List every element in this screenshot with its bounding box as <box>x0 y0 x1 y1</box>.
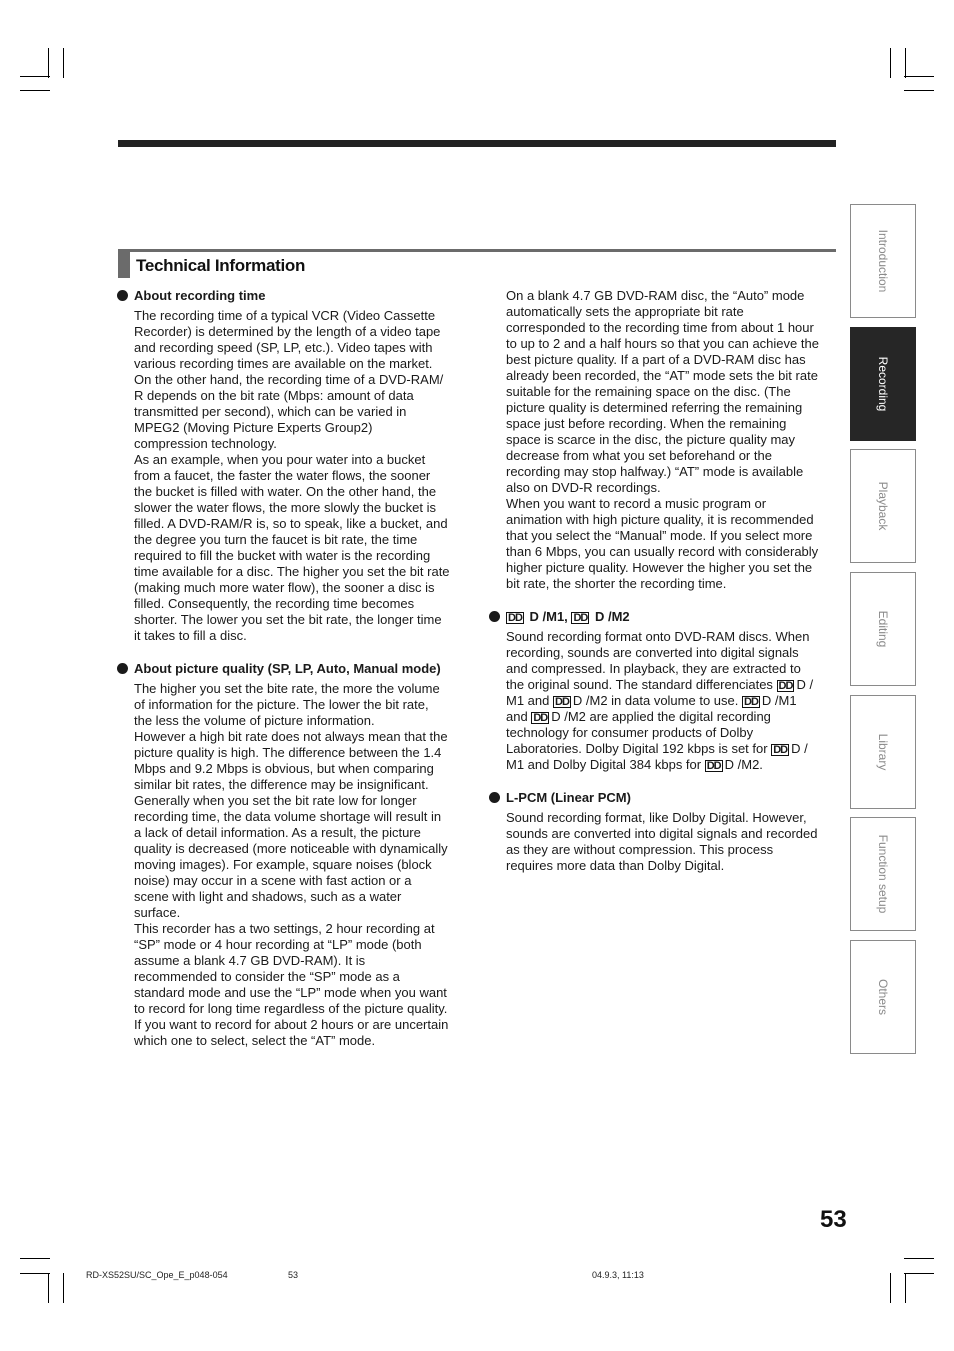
dolby-digital-body <box>506 629 840 773</box>
dolby-logo-icon: DD <box>555 696 569 708</box>
heading-text: About picture quality (SP, LP, Auto, Manual mode) <box>134 661 441 676</box>
text-line: However a high bit rate does not always mean that the <box>134 729 448 744</box>
text-line: compression technology. <box>134 436 277 451</box>
text-line: This recorder has a two settings, 2 hour recording at <box>134 921 435 936</box>
text-line: noise) may occur in a scene with fast action or a <box>134 873 412 888</box>
text-line: surface. <box>134 905 181 920</box>
crop-mark <box>48 48 49 78</box>
text-line: and recording speed (SP, LP, etc.). Video tapes with <box>134 340 433 355</box>
crop-mark <box>904 1258 934 1259</box>
header-bar <box>118 140 836 147</box>
text-line <box>506 693 840 709</box>
dolby-logo-icon: DD <box>508 612 522 624</box>
right-column <box>506 288 840 874</box>
text-line <box>506 741 840 757</box>
heading-text: D /M2 <box>594 609 630 624</box>
text-line: Generally when you set the bit rate low for longer <box>134 793 417 808</box>
text-line: from a faucet, the faster the water flows, the sooner <box>134 468 431 483</box>
section-rule <box>118 249 836 252</box>
text-line <box>506 757 840 773</box>
text-line: On the other hand, the recording time of a DVD-RAM/ <box>134 372 444 387</box>
text-line: that you select the “Manual” mode. If you select more <box>506 528 813 543</box>
text-line: As an example, when you pour water into a bucket <box>134 452 426 467</box>
text-span: D /M2 are applied the digital recording <box>551 709 771 724</box>
text-line: transmitted per second), which can be varied in <box>134 404 407 419</box>
text-line: which one to select, select the “AT” mode. <box>134 1033 376 1048</box>
tab-label: Playback <box>876 481 890 531</box>
text-line: than 6 Mbps, you can usually record with considerably <box>506 544 819 559</box>
text-line: shorter. The lower you set the bit rate, the longer time <box>134 612 442 627</box>
text-line: the degree you turn the faucet is bit rate, the time <box>134 532 418 547</box>
text-line: quality is decreased (more noticeable with dynamically <box>134 841 448 856</box>
lpcm-body <box>506 810 840 874</box>
text-line: the bucket is filled with water. On the other hand, the <box>134 484 437 499</box>
section-marker <box>118 252 130 278</box>
bullet-icon <box>489 792 500 803</box>
heading-text: D /M1, <box>529 609 568 624</box>
text-line: (making much more water flow), the sooner a disc is <box>134 580 435 595</box>
heading-picture-quality <box>134 661 474 677</box>
text-span: Laboratories. Dolby Digital 192 kbps is set for <box>506 741 768 756</box>
section-title: Technical Information <box>136 256 306 275</box>
text-line: standard mode and use the “LP” mode when you want <box>134 985 447 1000</box>
tab-label: Editing <box>876 610 890 648</box>
text-line: filled. Consequently, the recording time becomes <box>134 596 415 611</box>
tab-label: Introduction <box>876 229 890 293</box>
tab-playback[interactable] <box>850 449 916 563</box>
text-line: The higher you set the bite rate, the more the volume <box>134 681 440 696</box>
text-line: required to fill the bucket with water is the recording <box>134 548 431 563</box>
text-line: “SP” mode or 4 hour recording at “LP” mode (both <box>134 937 422 952</box>
footer-page: 53 <box>288 1270 299 1280</box>
crop-mark <box>20 1258 50 1259</box>
text-span: D /M1 <box>761 693 797 708</box>
text-span: and <box>506 709 528 724</box>
tab-editing[interactable] <box>850 572 916 686</box>
tab-function-setup[interactable] <box>850 817 916 931</box>
text-line: Sound recording format, like Dolby Digital. However, <box>506 810 807 825</box>
text-line: space is scarce in the disc, the picture quality may <box>506 432 796 447</box>
bullet-icon <box>489 611 500 622</box>
text-line: best picture quality. If a part of a DVD-RAM disc has <box>506 352 806 367</box>
tab-others[interactable] <box>850 940 916 1054</box>
dolby-logo-icon: DD <box>744 696 758 708</box>
tab-label: Function setup <box>876 834 890 914</box>
text-line: filled. A DVD-RAM/R is, so to speak, like a bucket, and <box>134 516 448 531</box>
crop-mark <box>20 90 50 91</box>
text-span: D / <box>791 741 808 756</box>
text-line: Sound recording format onto DVD-RAM discs. When <box>506 629 810 644</box>
text-line: picture quality is high. The difference between the 1.4 <box>134 745 442 760</box>
text-line: scene with light and shadows, such as a water <box>134 889 402 904</box>
heading-lpcm <box>506 790 840 806</box>
text-line: a lack of detail information. As a result, the picture <box>134 825 421 840</box>
tab-label: Library <box>876 733 890 771</box>
text-line <box>506 677 840 693</box>
text-span: D / <box>796 677 814 692</box>
text-line: assume a blank 4.7 GB DVD-RAM). It is <box>134 953 366 968</box>
text-span: D /M2. <box>724 757 763 772</box>
text-line: When you want to record a music program or <box>506 496 767 511</box>
crop-mark <box>904 76 934 77</box>
dolby-logo-icon: DD <box>773 744 788 756</box>
text-line: sounds are converted into digital signals and recorded <box>506 826 818 841</box>
text-line: bit rate, the shorter the recording time. <box>506 576 727 591</box>
text-line: higher picture quality. However the higher you set the <box>506 560 813 575</box>
heading-recording-time <box>134 288 474 304</box>
text-line: of information for the picture. The lower the bit rate, <box>134 697 429 712</box>
text-line: various recording times are available on the market. <box>134 356 433 371</box>
text-line: Recorder) is determined by the length of a video tape <box>134 324 441 339</box>
text-line: to up to 2 and a half hours so that you can achieve the <box>506 336 819 351</box>
text-line <box>506 709 840 725</box>
recording-time-body <box>134 308 474 644</box>
crop-mark <box>63 48 64 78</box>
text-line: recommended to consider the “SP” mode as a <box>134 969 400 984</box>
text-line: MPEG2 (Moving Picture Experts Group2) <box>134 420 373 435</box>
tab-introduction[interactable] <box>850 204 916 318</box>
text-line: space just before recording. When the remaining <box>506 416 787 431</box>
text-line: On a blank 4.7 GB DVD-RAM disc, the “Auto” mode <box>506 288 805 303</box>
text-span: the original sound. The standard differenciates <box>506 677 773 692</box>
dolby-logo-icon: DD <box>533 712 548 724</box>
text-line: suitable for the remaining space on the disc. (The <box>506 384 791 399</box>
text-line: it takes to fill a disc. <box>134 628 247 643</box>
tab-label: Recording <box>876 356 890 412</box>
text-line: moving images). For example, square noises (block <box>134 857 432 872</box>
text-line: similar bit rates, the difference may be insignificant. <box>134 777 429 792</box>
text-line: picture quality is determined referring the remaining <box>506 400 803 415</box>
text-span: M1 and <box>506 693 550 708</box>
text-line: technology for consumer products of Dolby <box>506 725 754 740</box>
text-line: recording, sounds are converted into digital signals <box>506 645 799 660</box>
text-line: automatically sets the appropriate bit rate <box>506 304 744 319</box>
tab-recording[interactable] <box>850 327 916 441</box>
text-span: M1 and Dolby Digital 384 kbps for <box>506 757 702 772</box>
text-line: and compressed. In playback, they are extracted to <box>506 661 801 676</box>
text-line: already been recorded, the “AT” mode sets the bit rate <box>506 368 818 383</box>
tab-library[interactable] <box>850 695 916 809</box>
crop-mark <box>890 1273 891 1303</box>
crop-mark <box>905 1273 906 1303</box>
text-line: The recording time of a typical VCR (Video Cassette <box>134 308 436 323</box>
left-column <box>134 288 474 1049</box>
text-line: recording time, the data volume shortage will result in <box>134 809 442 824</box>
heading-text: About recording time <box>134 288 266 303</box>
text-line: Mbps and 9.2 Mbps is obvious, but when comparing <box>134 761 434 776</box>
crop-mark <box>20 1273 50 1274</box>
crop-mark <box>48 1273 49 1303</box>
text-line: animation with high picture quality, it is recommended <box>506 512 814 527</box>
dolby-logo-icon: DD <box>778 680 793 692</box>
text-line: recording may stop halfway.) “AT” mode is available <box>506 464 804 479</box>
text-span: D /M2 in data volume to use. <box>572 693 739 708</box>
text-line: slower the water flows, the more slowly the bucket is <box>134 500 437 515</box>
footer-file: RD-XS52SU/SC_Ope_E_p048-054 <box>86 1270 228 1280</box>
text-line: as they are without compression. This process <box>506 842 774 857</box>
text-line: time available for a disc. The higher you set the bit rate <box>134 564 450 579</box>
crop-mark <box>904 90 934 91</box>
text-line: R depends on the bit rate (Mbps: amount of data <box>134 388 414 403</box>
heading-dolby-digital <box>506 609 840 625</box>
text-line: requires more data than Dolby Digital. <box>506 858 725 873</box>
text-line: to record for long time regardless of the picture quality. <box>134 1001 448 1016</box>
bullet-icon <box>117 290 128 301</box>
dolby-logo-icon: DD <box>573 612 588 624</box>
crop-mark <box>904 1273 934 1274</box>
crop-mark <box>63 1273 64 1303</box>
crop-mark <box>20 76 50 77</box>
text-line: If you want to record for about 2 hours or are uncertain <box>134 1017 449 1032</box>
heading-text: L-PCM (Linear PCM) <box>506 790 631 805</box>
crop-mark <box>905 48 906 78</box>
text-line: corresponded to the recording time from about 1 hour <box>506 320 814 335</box>
auto-mode-body <box>506 288 840 592</box>
picture-quality-body <box>134 681 474 1049</box>
text-line: decrease from what you set beforehand or the <box>506 448 772 463</box>
text-line: the less the volume of picture information. <box>134 713 375 728</box>
page-number: 53 <box>820 1206 847 1233</box>
crop-mark <box>890 48 891 78</box>
footer-date: 04.9.3, 11:13 <box>592 1270 644 1280</box>
dolby-logo-icon: DD <box>706 760 721 772</box>
tab-label: Others <box>876 978 890 1016</box>
text-line: also on DVD-R recordings. <box>506 480 661 495</box>
bullet-icon <box>117 663 128 674</box>
